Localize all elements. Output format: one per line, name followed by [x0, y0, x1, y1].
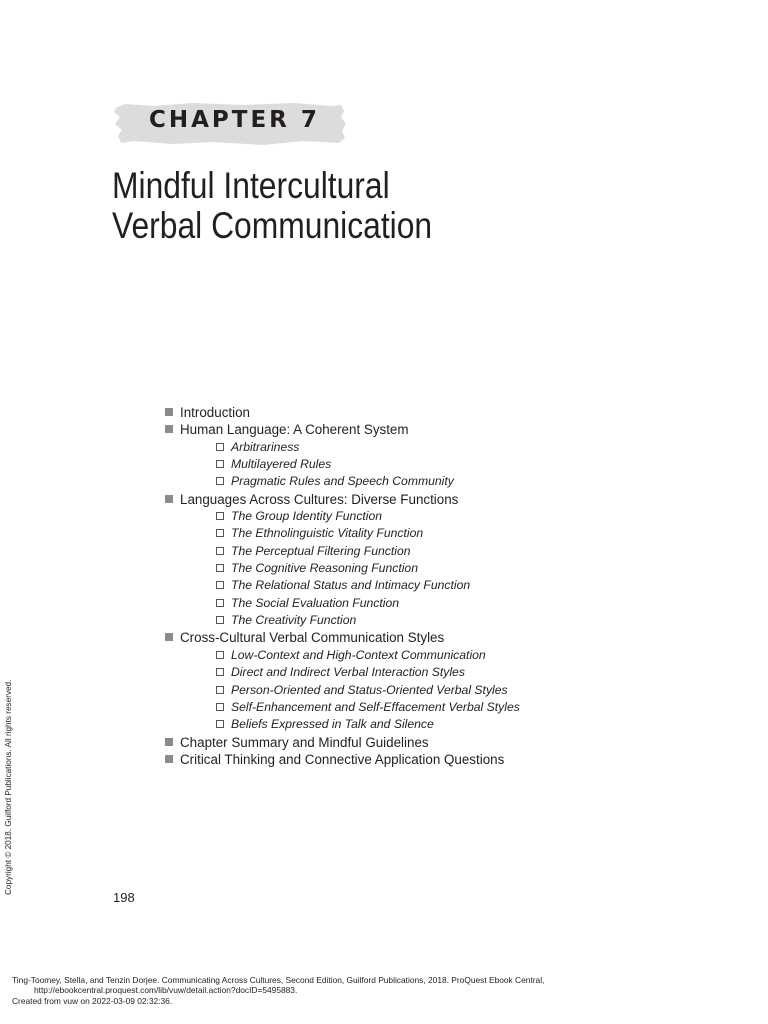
hollow-square-bullet-icon: [216, 668, 224, 676]
hollow-square-bullet-icon: [216, 512, 224, 520]
hollow-square-bullet-icon: [216, 547, 224, 555]
outline-subsection: [164, 682, 520, 699]
hollow-square-bullet-icon: [216, 720, 224, 728]
outline-item-label: Pragmatic Rules and Speech Community: [231, 474, 454, 489]
chapter-title-line-2: Verbal Communication: [112, 205, 433, 246]
outline-item-label: The Perceptual Filtering Function: [231, 543, 411, 558]
outline-item-label: Languages Across Cultures: Diverse Functions: [180, 491, 459, 507]
filled-square-bullet-icon: [165, 738, 173, 746]
hollow-square-bullet-icon: [216, 686, 224, 694]
outline-subsection: [164, 473, 520, 490]
outline-item-label: Human Language: A Coherent System: [180, 422, 409, 438]
outline-item-label: The Social Evaluation Function: [231, 595, 400, 610]
citation-footer: [12, 975, 544, 1006]
page-number: 198: [113, 890, 135, 905]
filled-square-bullet-icon: [165, 633, 173, 641]
citation-line-2: http://ebookcentral.proquest.com/lib/vuw/detail.action?docID=5495883.: [34, 985, 298, 996]
citation-line-3: Created from vuw on 2022-03-09 02:32:36.: [12, 995, 173, 1006]
outline-item-label: Critical Thinking and Connective Application Questions: [180, 751, 505, 767]
outline-subsection: [164, 456, 520, 473]
outline-item-label: Cross-Cultural Verbal Communication Styles: [180, 630, 445, 646]
hollow-square-bullet-icon: [216, 651, 224, 659]
copyright-notice: Copyright © 2018. Guilford Publications. All rights reserved.: [4, 679, 13, 895]
outline-item-label: Self-Enhancement and Self-Effacement Verbal Styles: [231, 699, 520, 714]
outline-item-label: The Creativity Function: [231, 613, 357, 628]
outline-item-label: The Ethnolinguistic Vitality Function: [231, 526, 424, 541]
hollow-square-bullet-icon: [216, 443, 224, 451]
chapter-label: CHAPTER 7: [149, 107, 320, 133]
outline-section: [164, 404, 520, 421]
chapter-title: [112, 166, 432, 246]
outline-subsection: [164, 560, 520, 577]
filled-square-bullet-icon: [165, 755, 173, 763]
hollow-square-bullet-icon: [216, 581, 224, 589]
outline-subsection: [164, 664, 520, 681]
hollow-square-bullet-icon: [216, 477, 224, 485]
outline-section: [164, 421, 520, 438]
hollow-square-bullet-icon: [216, 599, 224, 607]
outline-section: [164, 491, 520, 508]
outline-section: [164, 629, 520, 646]
filled-square-bullet-icon: [165, 495, 173, 503]
outline-subsection: [164, 543, 520, 560]
outline-subsection: [164, 647, 520, 664]
outline-subsection: [164, 716, 520, 733]
outline-subsection: [164, 612, 520, 629]
outline-section: [164, 751, 520, 768]
outline-item-label: Person-Oriented and Status-Oriented Verbal Styles: [231, 682, 508, 697]
filled-square-bullet-icon: [165, 425, 173, 433]
outline-subsection: [164, 439, 520, 456]
hollow-square-bullet-icon: [216, 703, 224, 711]
outline-item-label: Direct and Indirect Verbal Interaction Styles: [231, 665, 465, 680]
citation-line-1: Ting-Toomey, Stella, and Tenzin Dorjee. Communicating Across Cultures, Second Edition, Guilford Publications, 2018. ProQuest Ebook Central,: [12, 975, 545, 985]
outline-subsection: [164, 508, 520, 525]
outline-item-label: Arbitrariness: [231, 439, 300, 454]
chapter-banner: [113, 102, 347, 146]
outline-item-label: The Group Identity Function: [231, 509, 383, 524]
outline-item-label: Introduction: [180, 405, 250, 420]
outline-item-label: Multilayered Rules: [231, 457, 332, 472]
outline-item-label: The Relational Status and Intimacy Function: [231, 578, 471, 593]
outline-subsection: [164, 595, 520, 612]
chapter-title-line-1: Mindful Intercultural: [112, 165, 390, 206]
outline-subsection: [164, 577, 520, 594]
outline-section: [164, 734, 520, 751]
outline-item-label: Chapter Summary and Mindful Guidelines: [180, 734, 429, 750]
outline-item-label: Beliefs Expressed in Talk and Silence: [231, 717, 434, 732]
filled-square-bullet-icon: [165, 408, 173, 416]
chapter-outline: [164, 404, 520, 768]
hollow-square-bullet-icon: [216, 529, 224, 537]
hollow-square-bullet-icon: [216, 460, 224, 468]
hollow-square-bullet-icon: [216, 616, 224, 624]
hollow-square-bullet-icon: [216, 564, 224, 572]
outline-subsection: [164, 699, 520, 716]
outline-subsection: [164, 525, 520, 542]
outline-item-label: Low-Context and High-Context Communication: [231, 647, 486, 662]
outline-item-label: The Cognitive Reasoning Function: [231, 561, 418, 576]
